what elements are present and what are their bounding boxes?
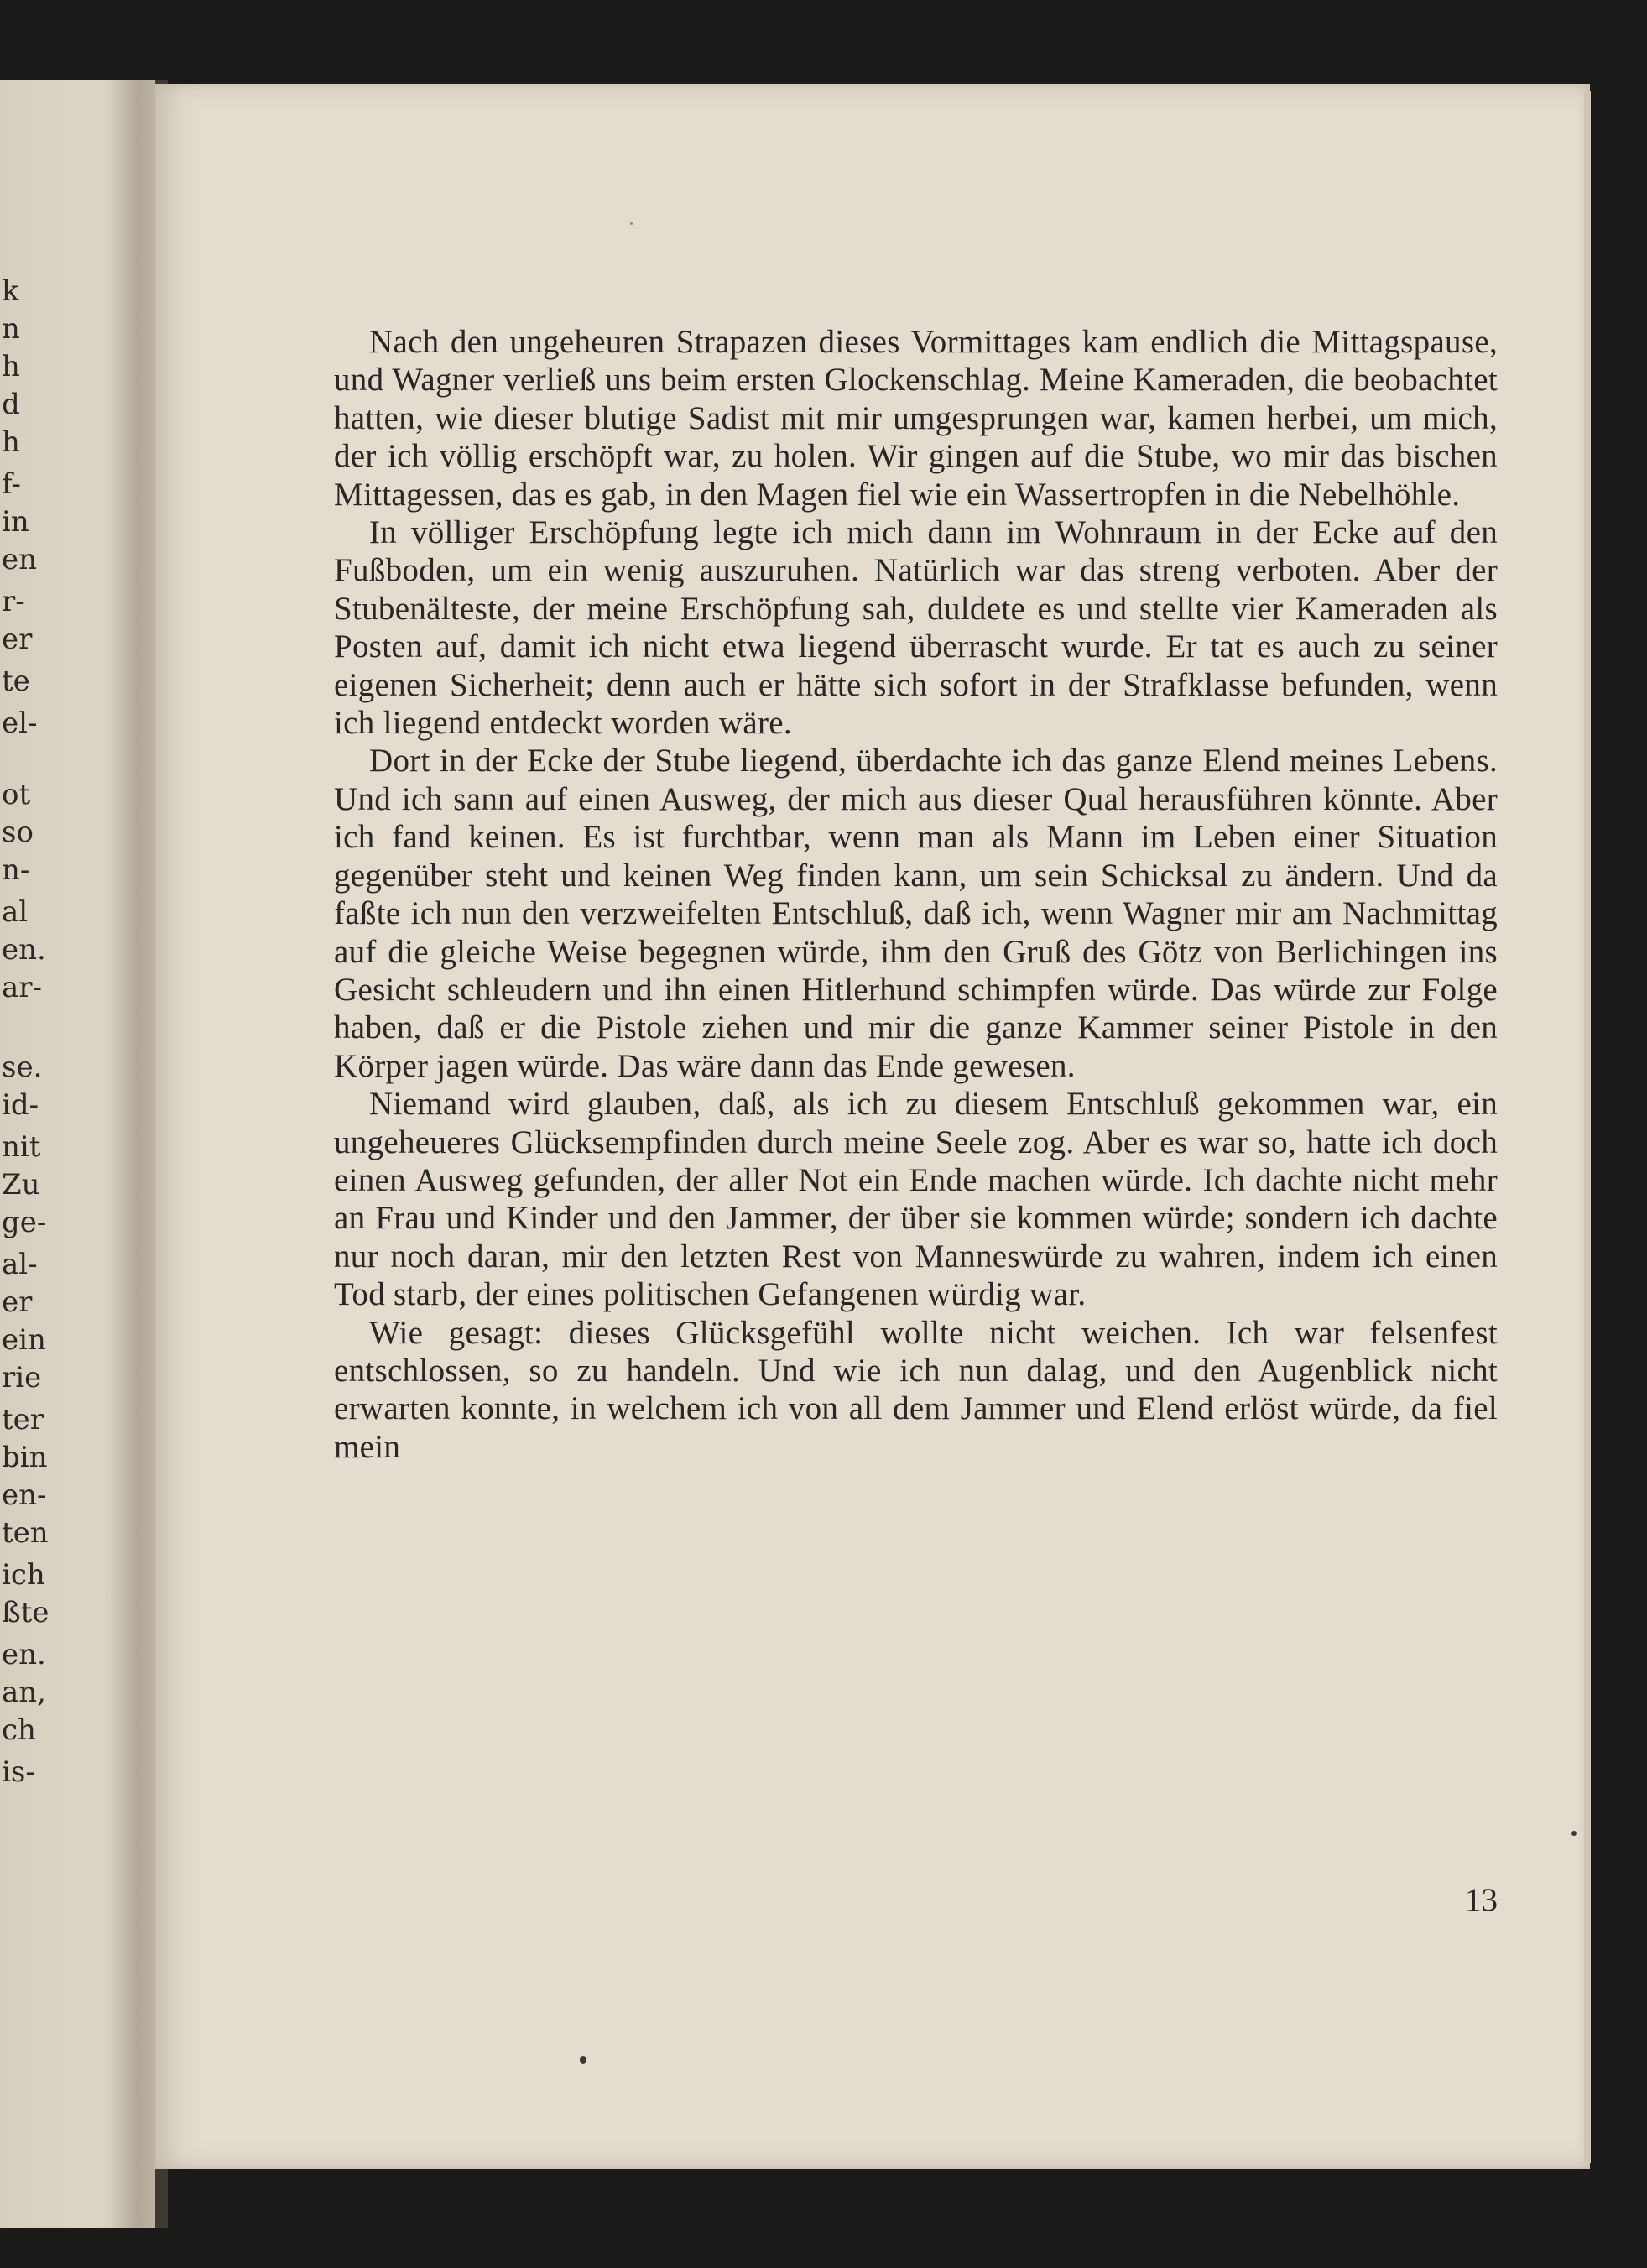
body-text bbox=[334, 323, 1498, 1466]
left-page-fragment: ter bbox=[2, 1403, 44, 1436]
left-page-fragment: er bbox=[2, 623, 33, 656]
left-page-fragment: is- bbox=[2, 1755, 35, 1789]
book-page bbox=[155, 84, 1590, 2169]
left-page-fragment: en bbox=[2, 543, 38, 576]
left-page-fragment: in bbox=[2, 505, 29, 539]
left-page-fragment: ot bbox=[2, 778, 31, 811]
left-page-fragment: ein bbox=[2, 1323, 46, 1357]
left-page-fragment: ich bbox=[2, 1558, 45, 1592]
left-page-fragment: h bbox=[2, 425, 20, 459]
left-page-fragment: er bbox=[2, 1285, 33, 1319]
left-page-fragment: ten bbox=[2, 1516, 49, 1550]
left-page-fragment: nit bbox=[2, 1130, 41, 1164]
left-page-fragment: id- bbox=[2, 1088, 39, 1122]
left-page-fragment: en- bbox=[2, 1478, 47, 1512]
left-page-fragment: ge- bbox=[2, 1206, 47, 1239]
left-page-fragment: Zu bbox=[2, 1168, 40, 1202]
left-page-fragment: bin bbox=[2, 1441, 48, 1474]
paper-speck bbox=[580, 2056, 586, 2064]
paragraph: Wie gesagt: dieses Glücksgefühl wollte nicht weichen. Ich war felsenfest entschlossen, so zu handeln. Und wie ich nun dalag, und den Augenblick nicht erwarten konnte, in welchem ich von all dem Jammer und Elend erlöst würde, da fiel mein bbox=[334, 1314, 1498, 1465]
left-page-fragment: k bbox=[2, 274, 19, 308]
left-page-fragment: rie bbox=[2, 1361, 42, 1395]
left-page-fragment: d bbox=[2, 388, 20, 421]
left-page-fragment: ar- bbox=[2, 971, 43, 1004]
left-page-fragment: f- bbox=[2, 467, 21, 501]
page-number: 13 bbox=[1465, 1882, 1498, 1918]
paragraph: Nach den ungeheuren Strapazen dieses Vormittages kam endlich die Mittagspause, und Wagner verließ uns beim ersten Glockenschlag. Meine Kameraden, die beobachtet hatten, wie dieser blutige Sadist mit mir umgesprungen war, kamen herbei, um mich, der ich völlig erschöpft war, zu holen. Wir gingen auf die Stube, wo mir das bischen Mittagessen, das es gab, in den Magen fiel wie ein Wassertropfen in die Nebelhöhle. bbox=[334, 324, 1498, 513]
left-page-fragment: al bbox=[2, 895, 29, 929]
left-page-fragment: so bbox=[2, 816, 34, 849]
left-page-fragment: se. bbox=[2, 1051, 43, 1084]
paragraph: Dort in der Ecke der Stube liegend, überdachte ich das ganze Elend meines Lebens. Und ich sann auf einen Ausweg, der mich aus dieser Qual herausführen könnte. Aber ich fand keinen. Es ist furchtbar, wenn man als Mann im Leben einer Situation gegenüber steht und keinen Weg finden kann, um sein Schicksal zu ändern. Und da faßte ich nun den verzweifelten Entschluß, daß ich, wenn Wagner mir am Nachmittag auf die gleiche Weise begegnen würde, ihm den Gruß des Götz von Berlichingen ins Gesicht schleudern und ihn einen Hitlerhund schimpfen würde. Das würde zur Folge haben, daß er die Pistole ziehen und mir die ganze Kammer seiner Pistole in den Körper jagen würde. Das wäre dann das Ende gewesen. bbox=[334, 743, 1498, 1084]
left-page-fragment: ßte bbox=[2, 1596, 50, 1629]
left-page-fragment: en. bbox=[2, 933, 46, 967]
paragraph: In völliger Erschöpfung legte ich mich dann im Wohnraum in der Ecke auf den Fußboden, um ein wenig auszuruhen. Natürlich war das streng verboten. Aber der Stubenälteste, der meine Erschöpfung sah, duldete es und stellte vier Kameraden als Posten auf, damit ich nicht etwa liegend überrascht wurde. Er tat es auch zu seiner eigenen Sicherheit; denn auch er hätte sich sofort in der Strafklasse befunden, wenn ich liegend entdeckt worden wäre. bbox=[334, 514, 1498, 742]
left-page-fragment: an, bbox=[2, 1676, 46, 1709]
left-page-fragment: al- bbox=[2, 1248, 38, 1281]
left-page-fragment: r- bbox=[2, 585, 25, 618]
left-page-fragment: el- bbox=[2, 706, 38, 740]
left-page-fragment: n- bbox=[2, 853, 30, 887]
paper-speck bbox=[1571, 1831, 1577, 1836]
paper-speck bbox=[630, 222, 633, 225]
left-page-fragment: n bbox=[2, 312, 20, 346]
page-edge bbox=[1584, 91, 1591, 2163]
left-page-fragment: ch bbox=[2, 1713, 36, 1747]
paragraph: Niemand wird glauben, daß, als ich zu diesem Entschluß gekommen war, ein ungeheueres Glücksempfinden durch meine Seele zog. Aber es war so, hatte ich doch einen Ausweg gefunden, der aller Not ein Ende machen würde. Ich dachte nicht mehr an Frau und Kinder und den Jammer, der über sie kommen würde; sondern ich dachte nur noch daran, mir den letzten Rest von Manneswürde zu wahren, indem ich einen Tod starb, der eines politischen Gefangenen würdig war. bbox=[334, 1086, 1498, 1313]
left-page-fragment: te bbox=[2, 665, 30, 698]
left-page-fragment: en. bbox=[2, 1638, 46, 1671]
left-page-fragment: h bbox=[2, 350, 20, 383]
